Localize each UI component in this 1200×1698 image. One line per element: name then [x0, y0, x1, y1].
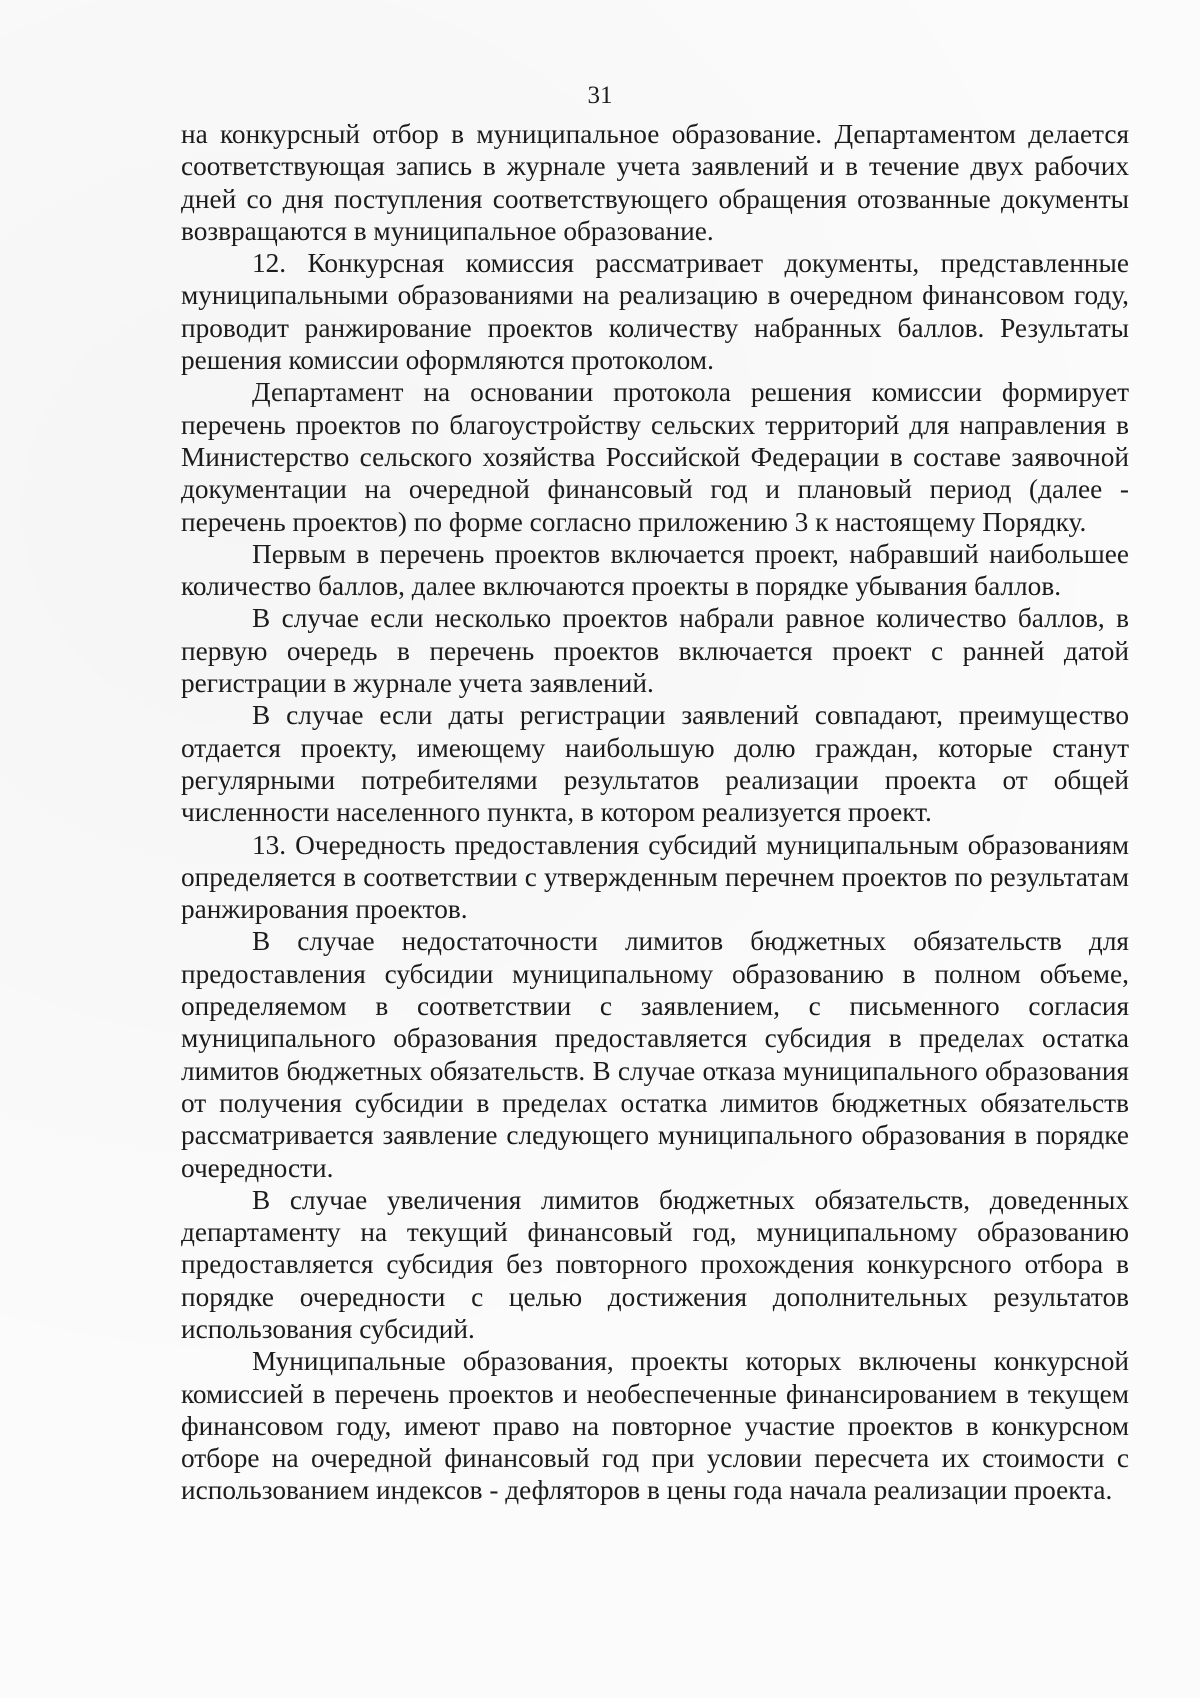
paragraph-first-project: Первым в перечень проектов включается проект, набравший наибольшее количество баллов, далее включаются проекты в порядке убывания баллов.	[181, 538, 1129, 602]
paragraph-increased-limits: В случае увеличения лимитов бюджетных обязательств, доведенных департаменту на текущий финансовый год, муниципальному образованию предоставляется субсидия без повторного прохождения конкурсного отбора в порядке очередности с целью достижения дополнительных результатов использования субсидий.	[181, 1184, 1129, 1344]
paragraph-project-list: Департамент на основании протокола решения комиссии формирует перечень проектов по благоустройству сельских территорий для направления в Министерство сельского хозяйства Российской Федерации в составе заявочной документации на очередной финансовый год и плановый период (далее - перечень проектов) по форме согласно приложению 3 к настоящему Порядку.	[181, 377, 1129, 537]
paragraph-equal-dates: В случае если даты регистрации заявлений совпадают, преимущество отдается проекту, имеющему наибольшую долю граждан, которые станут регулярными потребителями результатов реализации проекта от общей численности населенного пункта, в котором реализуется проект.	[181, 700, 1129, 828]
paragraph-repeat-participation: Муниципальные образования, проекты которых включены конкурсной комиссией в перечень проектов и необеспеченные финансированием в текущем финансовом году, имеют право на повторное участие проектов в конкурсном отборе на очередной финансовый год при условии пересчета их стоимости с использованием индексов - дефляторов в цены года начала реализации проекта.	[181, 1346, 1129, 1506]
document-body	[181, 118, 1129, 1507]
paragraph-equal-points: В случае если несколько проектов набрали равное количество баллов, в первую очередь в перечень проектов включается проект с ранней датой регистрации в журнале учета заявлений.	[181, 603, 1129, 699]
paragraph-clause-13: 13. Очередность предоставления субсидий муниципальным образованиям определяется в соответствии с утвержденным перечнем проектов по результатам ранжирования проектов.	[181, 829, 1129, 925]
paragraph-insufficient-limits: В случае недостаточности лимитов бюджетных обязательств для предоставления субсидии муниципальному образованию в полном объеме, определяемом в соответствии с заявлением, с письменного согласия муниципального образования предоставляется субсидия в пределах остатка лимитов бюджетных обязательств. В случае отказа муниципального образования от получения субсидии в пределах остатка лимитов бюджетных обязательств рассматривается заявление следующего муниципального образования в порядке очередности.	[181, 926, 1129, 1183]
page-number: 31	[587, 82, 613, 109]
paragraph-continuation: на конкурсный отбор в муниципальное образование. Департаментом делается соответствующая запись в журнале учета заявлений и в течение двух рабочих дней со дня поступления соответствующего обращения отозванные документы возвращаются в муниципальное образование.	[181, 119, 1129, 246]
paragraph-clause-12: 12. Конкурсная комиссия рассматривает документы, представленные муниципальными образованиями на реализацию в очередном финансовом году, проводит ранжирование проектов количеству набранных баллов. Результаты решения комиссии оформляются протоколом.	[181, 248, 1129, 376]
